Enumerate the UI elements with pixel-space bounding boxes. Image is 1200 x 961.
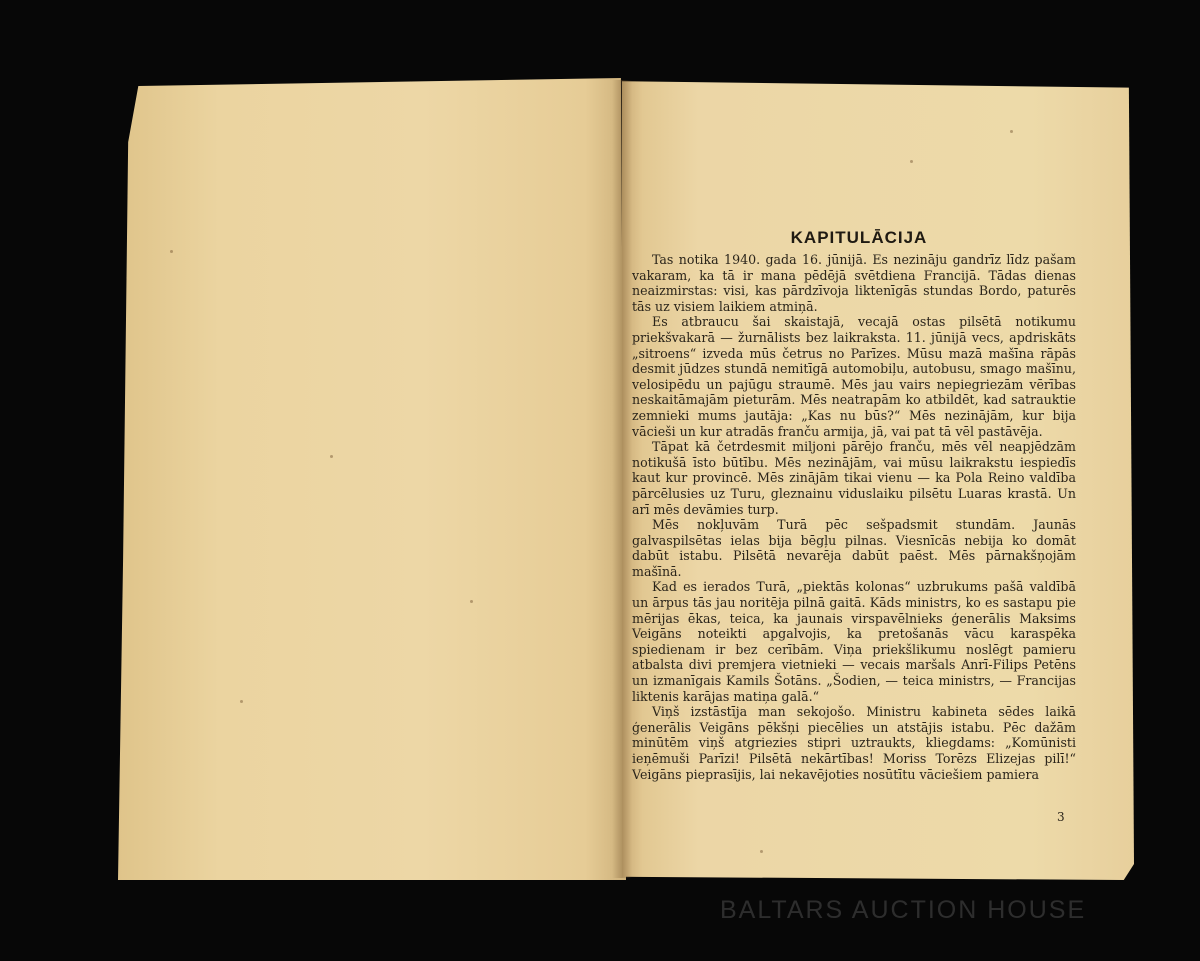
- paper-speck: [1010, 130, 1013, 133]
- book-gutter: [612, 80, 632, 878]
- paragraph: Mēs nokļuvām Turā pēc sešpadsmit stundām. Jaunās galvaspilsētas ielas bija bēgļu pilnas. Viesnīcās nebija ko domāt dabūt istabu. Pilsētā nevarēja dabūt paēst. Mēs pārnakšņojām mašīnā.: [632, 517, 1076, 579]
- paper-speck: [240, 700, 243, 703]
- chapter-title: KAPITULĀCIJA: [790, 228, 928, 247]
- body-text: [632, 252, 1076, 782]
- paper-speck: [910, 160, 913, 163]
- paragraph: Kad es ierados Turā, „piektās kolonas“ uzbrukums pašā valdībā un ārpus tās jau noritēja pilnā gaitā. Kāds ministrs, ko es sastapu pie mērijas ēkas, teica, ka jaunais virspavēlnieks ģenerālis Maksims Veigāns noteikti apgalvojis, ka pretošanās vācu karaspēka spiedienam ir bez cerībām. Viņa priekšlikumu noslēgt pamieru atbalsta divi premjera vietnieki — vecais maršals Anrī-Filips Petēns un izmanīgais Kamils Šotāns. „Šodien, — teica ministrs, — Francijas liktenis karājas matiņa galā.“: [632, 579, 1076, 704]
- paragraph: Viņš izstāstīja man sekojošo. Ministru kabineta sēdes laikā ģenerālis Veigāns pēkšņi piecēlies un atstājis istabu. Pēc dažām minūtēm viņš atgriezies stipri uztraukts, kliegdams: „Komūnisti ieņēmuši Parīzi! Pilsētā nekārtības! Moriss Torēzs Elizejas pilī!“ Veigāns pieprasījis, lai nekavējoties nosūtītu vāciešiem pamiera: [632, 704, 1076, 782]
- paper-speck: [330, 455, 333, 458]
- paper-speck: [170, 250, 173, 253]
- paper-speck: [760, 850, 763, 853]
- paper-speck: [470, 600, 473, 603]
- left-blank-page: [118, 78, 626, 880]
- watermark-text: BALTARS AUCTION HOUSE: [720, 896, 1087, 924]
- paragraph: Tāpat kā četrdesmit miljoni pārējo franču, mēs vēl neapjēdzām notikušā īsto būtību. Mēs nezinājām, vai mūsu laikrakstu iespiedīs kaut kur provincē. Mēs zinājām tikai vienu — ka Pola Reino valdība pārcēlusies uz Turu, gleznainu viduslaiku pilsētu Luaras krastā. Un arī mēs devāmies turp.: [632, 439, 1076, 517]
- page-number: 3: [1057, 810, 1065, 824]
- paragraph: Tas notika 1940. gada 16. jūnijā. Es nezināju gandrīz līdz pašam vakaram, ka tā ir mana pēdējā svētdiena Francijā. Tādas dienas neaizmirstas: visi, kas pārdzīvoja liktenīgās stundas Bordo, paturēs tās uz visiem laikiem atmiņā.: [632, 252, 1076, 314]
- paragraph: Es atbraucu šai skaistajā, vecajā ostas pilsētā notikumu priekšvakarā — žurnālists bez laikraksta. 11. jūnijā vecs, apdriskāts „sitroens“ izveda mūs četrus no Parīzes. Mūsu mazā mašīna rāpās desmit jūdzes stundā nemitīgā automobiļu, autobusu, smago mašīnu, velosipēdu un pajūgu straumē. Mēs jau vairs nepiegriezām vērības neskaitāmajām pieturām. Mēs neatrapām ko atbildēt, kad satrauktie zemnieki mums jautāja: „Kas nu būs?“ Mēs nezinājām, kur bija vācieši un kur atradās franču armija, jā, vai pat tā vēl pastāvēja.: [632, 314, 1076, 439]
